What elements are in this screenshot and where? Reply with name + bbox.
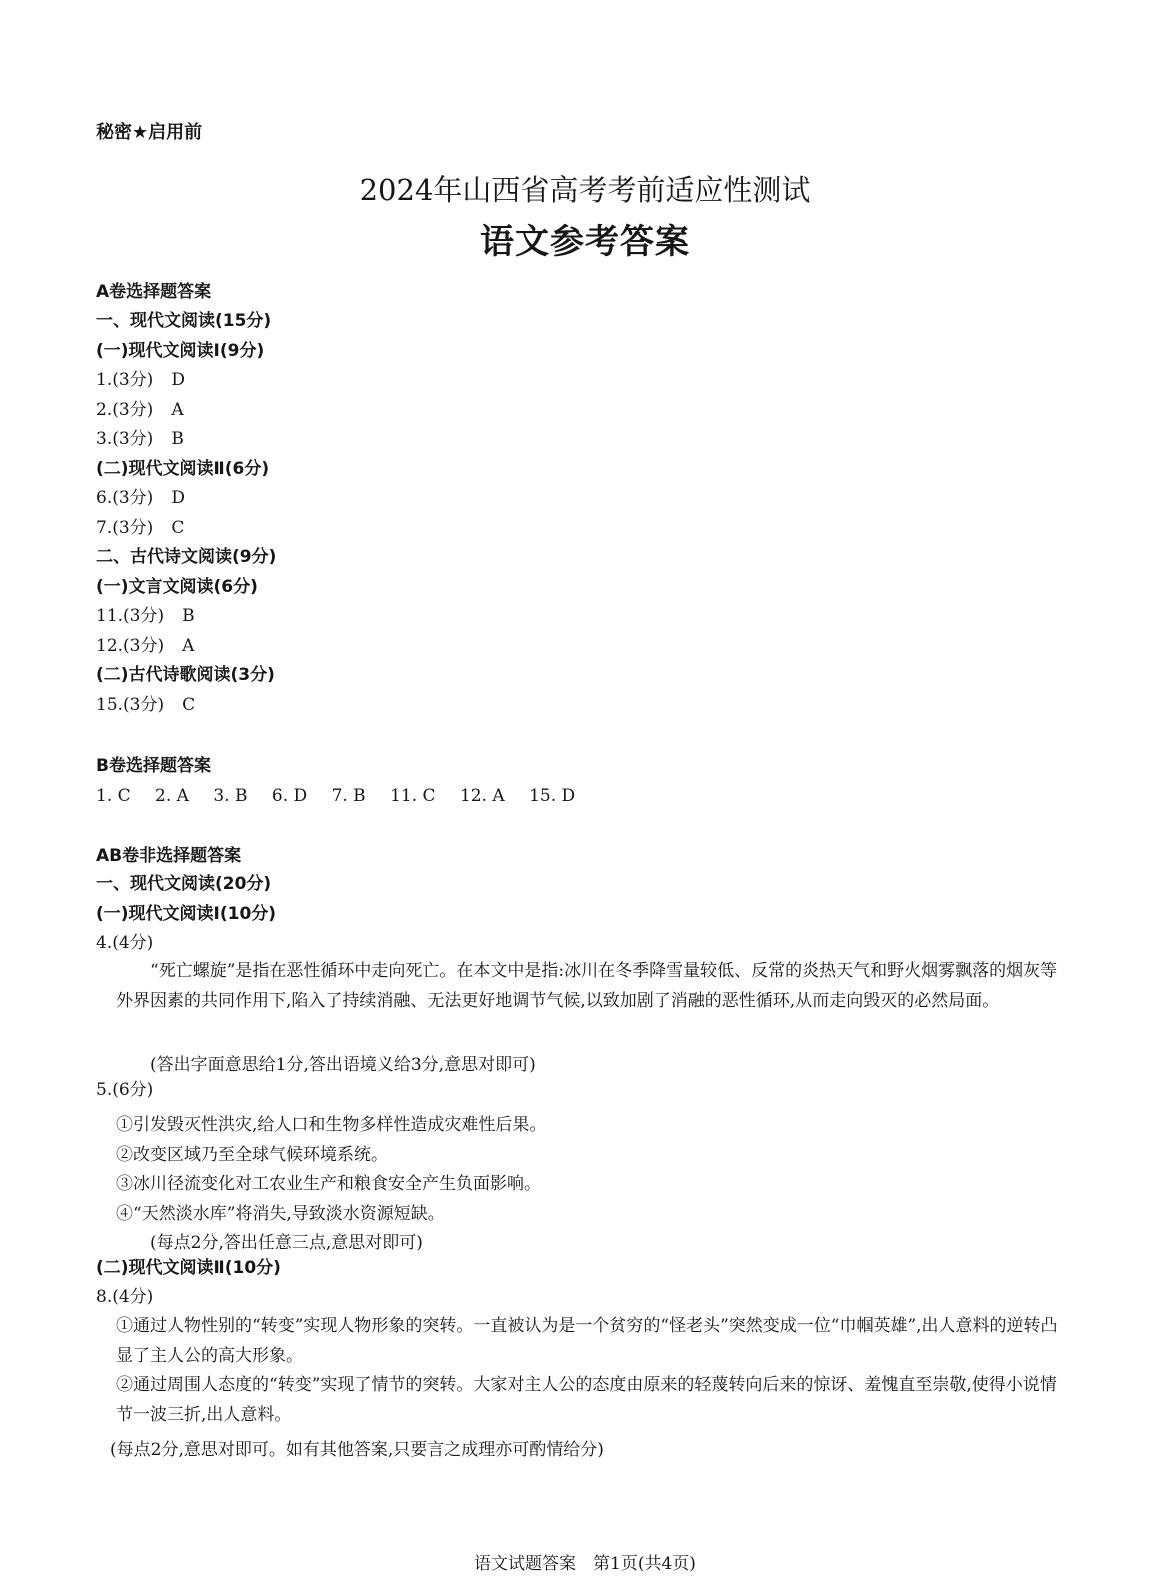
question-5-number: 5.(6分) [96,1080,154,1100]
question-5-point: ①引发毁灭性洪灾,给人口和生物多样性造成灾难性后果。 [116,1115,547,1135]
question-4-answer: “死亡螺旋”是指在恶性循环中走向死亡。在本文中是指:冰川在冬季降雪量较低、反常的炎热天气和野火烟雾飘落的烟灰等外界因素的共同作用下,陷入了持续消融、无法更好地调节气候,以致加剧了消融的恶性循环,从而走向毁灭的必然局面。 [116,961,1058,1011]
question-8-note: (每点2分,意思对即可。如有其他答案,只要言之成理亦可酌情给分) [110,1440,604,1460]
answer-letter: B [171,429,184,449]
question-4-note: (答出字面意思给1分,答出语境义给3分,意思对即可) [150,1055,536,1075]
answer-letter: A [182,636,195,656]
question-5-note: (每点2分,答出任意三点,意思对即可) [150,1233,423,1253]
section-a-part1-heading: 一、现代文阅读(15分) [96,311,272,331]
section-a-part2-sub2-heading: (二)古代诗歌阅读(3分) [96,665,275,685]
question-8-point: ①通过人物性别的“转变”实现人物形象的突转。一直被认为是一个贫穷的“怪老头”突然变成一位“巾帼英雄”,出人意料的逆转凸显了主人公的高大形象。 [116,1316,1058,1366]
answer-item [96,606,195,626]
b-answer: 1. C [96,786,131,806]
answer-item [96,636,194,656]
b-answer: 7. B [331,786,366,806]
answer-letter: D [171,488,185,508]
question-number: 3.(3分) [96,429,154,449]
answer-letter: C [171,518,185,538]
question-4-number: 4.(4分) [96,933,154,953]
page-title: 2024年山西省高考考前适应性测试 [359,173,811,207]
question-number: 15.(3分) [96,695,165,715]
answer-item [96,518,184,538]
section-a-part2-heading: 二、古代诗文阅读(9分) [96,547,277,567]
answer-item [96,400,184,420]
b-answer: 6. D [271,786,308,806]
answer-letter: C [182,695,196,715]
question-number: 2.(3分) [96,400,154,420]
section-a-part1-sub2-heading: (二)现代文阅读Ⅱ(6分) [96,459,270,479]
answer-letter: D [171,370,185,390]
section-a-part1-sub1-heading: (一)现代文阅读Ⅰ(9分) [96,341,265,361]
question-8-point: ②通过周围人态度的“转变”实现了情节的突转。大家对主人公的态度由原来的轻蔑转向后来的惊讶、羞愧直至崇敬,使得小说情节一波三折,出人意料。 [116,1375,1057,1425]
question-8-number: 8.(4分) [96,1287,154,1307]
b-answer: 12. A [459,786,505,806]
question-number: 11.(3分) [96,606,165,626]
section-b-answers [96,786,594,806]
question-number: 1.(3分) [96,370,154,390]
b-answer: 15. D [529,786,576,806]
section-ab-part1-heading: 一、现代文阅读(20分) [96,874,272,894]
answer-item [96,695,195,715]
question-number: 12.(3分) [96,636,165,656]
answer-item [96,370,185,390]
question-number: 6.(3分) [96,488,154,508]
answer-item [96,488,185,508]
section-a-heading: A卷选择题答案 [96,282,212,302]
question-number: 7.(3分) [96,518,154,538]
b-answer: 3. B [213,786,248,806]
question-5-point: ②改变区域乃至全球气候环境系统。 [116,1145,388,1165]
question-5-point: ③冰川径流变化对工农业生产和粮食安全产生负面影响。 [116,1174,541,1194]
section-ab-heading: AB卷非选择题答案 [96,846,242,866]
answer-letter: A [171,400,184,420]
page-subtitle: 语文参考答案 [480,222,690,262]
question-5-point: ④“天然淡水库”将消失,导致淡水资源短缺。 [116,1204,445,1224]
b-answer: 2. A [155,786,189,806]
page-footer: 语文试题答案 第1页(共4页) [474,1554,696,1574]
section-a-part2-sub1-heading: (一)文言文阅读(6分) [96,577,258,597]
section-ab-sub2-heading: (二)现代文阅读Ⅱ(10分) [96,1258,281,1278]
b-answer: 11. C [390,786,436,806]
answer-letter: B [182,606,195,626]
answer-item [96,429,184,449]
section-ab-sub1-heading: (一)现代文阅读Ⅰ(10分) [96,904,277,924]
confidential-label: 秘密★启用前 [96,122,203,143]
section-b-heading: B卷选择题答案 [96,756,211,776]
